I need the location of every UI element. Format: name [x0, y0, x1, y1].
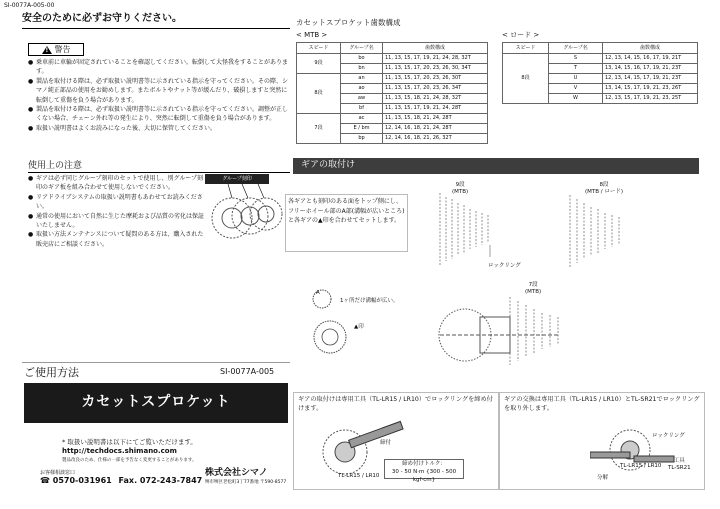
- install-instruction: 各ギアとも刻印のある面をトップ側にし、フリーホイール部のA部(溝幅が広いところ)と各ギアの▲印を合わせてセットします。: [285, 194, 408, 252]
- group-cell: ac: [341, 114, 383, 124]
- torque-title: 締め付けトルク：: [402, 461, 446, 467]
- group-cell: T: [549, 64, 603, 74]
- tool1-label-remove: TL-LR15 / LR10: [620, 463, 662, 469]
- header-group: グループ名: [341, 43, 383, 54]
- header-speed: スピード: [503, 43, 549, 54]
- group-cell: bo: [341, 54, 383, 64]
- company-address: 堺市堺区老松町3丁77番地 〒590-8577: [205, 480, 287, 485]
- group-cell: bn: [341, 64, 383, 74]
- header-teeth: 歯数構成: [603, 43, 698, 54]
- sprocket-gear: [250, 198, 282, 230]
- note-item: ● リアドライブシステムの取扱い説明書もあわせてお読みください。: [28, 193, 206, 212]
- teeth-cell: 11, 13, 15, 17, 20, 23, 26, 34T: [383, 84, 488, 94]
- teeth-cell: 12, 14, 16, 18, 21, 26, 32T: [383, 134, 488, 144]
- group-cell: W: [549, 94, 603, 104]
- teeth-cell: 11, 13, 15, 18, 21, 24, 28T: [383, 114, 488, 124]
- group-cell: U: [549, 74, 603, 84]
- sprocket-detail: [300, 285, 370, 360]
- tool1-label: TL-LR15 / LR10: [338, 473, 380, 479]
- group-cell: an: [341, 74, 383, 84]
- label-8-speed: 8段 (MTB / ロード): [585, 182, 624, 195]
- teeth-cell: 11, 13, 15, 18, 21, 24, 28, 32T: [383, 94, 488, 104]
- teeth-cell: 12, 13, 14, 15, 17, 19, 21, 23T: [603, 74, 698, 84]
- phone-number: ☎ 0570-031961: [40, 476, 112, 485]
- teeth-cell: 12, 13, 15, 17, 19, 21, 23, 25T: [603, 94, 698, 104]
- product-banner: カセットスプロケット: [24, 383, 288, 423]
- header-group: グループ名: [549, 43, 603, 54]
- fax-number: Fax. 072-243-7847: [118, 476, 203, 485]
- document-id: SI-0077A-005-00: [4, 2, 55, 9]
- group-cell: aw: [341, 94, 383, 104]
- lockring2-label: ロックリング: [652, 433, 685, 439]
- table-row: [297, 74, 488, 84]
- mark-a: A: [316, 290, 320, 296]
- mtb-label: < MTB >: [296, 31, 328, 39]
- warning-item: ● 取扱い説明書はよくお読みになった後、大切に保管してください。: [28, 124, 288, 133]
- spec-title: カセットスプロケット歯数構成: [296, 18, 401, 27]
- teeth-cell: 13, 14, 15, 17, 19, 21, 23, 26T: [603, 84, 698, 94]
- sprocket-gear: [232, 198, 268, 234]
- speed-cell: 7段: [297, 114, 341, 144]
- install-caption: ギアの取付けは専用工具（TL-LR15 / LR10）でロックリングを締め付けます。: [298, 396, 493, 412]
- mtb-table: [296, 42, 488, 144]
- divider: [28, 172, 290, 173]
- teeth-cell: 11, 13, 15, 17, 19, 21, 24, 28T: [383, 104, 488, 114]
- speed-cell: 8段: [297, 74, 341, 114]
- note-item: ● 取扱い方法メンテナンスについて疑問のある方は、購入された販売店にご相談ください。: [28, 230, 206, 249]
- model-number: SI-0077A-005: [220, 367, 275, 376]
- remove-caption: ギアの交換は専用工具（TL-LR15 / LR10）とTL-SR21でロックリングを取り外します。: [504, 396, 700, 412]
- notes-title: 使用上の注意: [28, 161, 83, 171]
- notes-list: [28, 174, 206, 249]
- tighten-label: 締付: [380, 440, 392, 446]
- manual-note: [62, 438, 197, 465]
- warning-item: ● 製品を取付ける際は、必ず取扱い説明書等に示されている指示を守ってください。その際、シマノ純正部品の使用をお勧めします。またボルトやナット等が緩んだり、破損しますと突然に転倒して重傷を負う場合があります。: [28, 77, 288, 105]
- note-item: ● ギアは必ず同じグループ刻印のセットで使用し、別グループ刻印のギア板を組み合わせて使用しないでください。: [28, 174, 206, 193]
- remove-label: 分解: [597, 475, 609, 481]
- group-cell: S: [549, 54, 603, 64]
- contact-label: お客様相談窓口: [40, 470, 76, 476]
- safety-title: 安全のために必ずお守りください。: [22, 13, 182, 24]
- teeth-cell: 12, 13, 14, 15, 16, 17, 19, 21T: [603, 54, 698, 64]
- teeth-cell: 13, 14, 15, 16, 17, 19, 21, 23T: [603, 64, 698, 74]
- table-header: [297, 43, 488, 54]
- divider: [22, 28, 290, 29]
- manual-line: * 取扱い説明書は以下にてご覧いただけます。: [62, 438, 197, 446]
- teeth-cell: 11, 13, 15, 17, 20, 23, 26, 30, 34T: [383, 64, 488, 74]
- contact-phone: [40, 476, 202, 486]
- group-mark-label: グループ刻印: [205, 174, 269, 184]
- torque-value: 30 - 50 N·m {300 - 500 kgf·cm}: [391, 469, 457, 483]
- teeth-cell: 11, 13, 15, 17, 19, 21, 24, 28, 32T: [383, 54, 488, 64]
- group-cell: bf: [341, 104, 383, 114]
- install-title: ギアの取付け: [293, 158, 699, 174]
- group-cell: ao: [341, 84, 383, 94]
- table-row: [297, 114, 488, 124]
- sprocket-illustration: [208, 184, 288, 246]
- table-header: [503, 43, 698, 54]
- manual-disclaimer: 製品改良のため、仕様の一部を予告なく変更することがあります。: [62, 458, 197, 463]
- warning-item: ● 製品を取付ける際は、必ず取扱い説明書等に示されている指示を守ってください。調整が正しくない場合、チェーン外れ等の発生により、突然に転倒して重傷を負う場合があります。: [28, 105, 288, 124]
- warning-triangle-icon: !: [42, 46, 52, 54]
- header-teeth: 歯数構成: [383, 43, 488, 54]
- table-row: [297, 54, 488, 64]
- header-speed: スピード: [297, 43, 341, 54]
- usage-title: ご使用方法: [24, 366, 79, 379]
- road-label: < ロード >: [502, 31, 540, 39]
- torque-box: [384, 459, 464, 483]
- divider: [22, 362, 290, 363]
- triangle-mark-label: ▲印: [354, 324, 364, 330]
- teeth-cell: 11, 13, 15, 17, 20, 23, 26, 30T: [383, 74, 488, 84]
- speed-cell: 8段: [503, 54, 549, 104]
- label-9-speed: 9段 (MTB): [452, 182, 469, 195]
- warning-label: 警告: [54, 44, 71, 54]
- road-table: [502, 42, 698, 104]
- warning-list: [28, 58, 288, 133]
- tool2-label: 工具 TL-SR21: [668, 458, 691, 471]
- lockring-label: ロックリング: [488, 263, 521, 269]
- cassette-diagrams: [410, 185, 710, 377]
- group-cell: E / bm: [341, 124, 383, 134]
- table-row: [503, 54, 698, 64]
- warning-item: ● 乗車前に車輪が固定されていることを確認してください。転倒して大怪我をすることがあります。: [28, 58, 288, 77]
- sprocket-hole: [258, 206, 274, 222]
- note-item: ● 通常の使用において自然に生じた摩耗および品質の劣化は保証いたしません。: [28, 212, 206, 231]
- speed-cell: 9段: [297, 54, 341, 74]
- teeth-cell: 12, 14, 16, 18, 21, 24, 28T: [383, 124, 488, 134]
- group-cell: V: [549, 84, 603, 94]
- warning-label-box: [28, 43, 84, 56]
- wide-groove-label: 1ヶ所だけ溝幅が広い。: [340, 298, 399, 304]
- company-name: 株式会社シマノ: [205, 468, 268, 478]
- label-7-speed: 7段 (MTB): [525, 282, 542, 295]
- group-cell: bp: [341, 134, 383, 144]
- manual-url[interactable]: http://techdocs.shimano.com: [62, 447, 177, 455]
